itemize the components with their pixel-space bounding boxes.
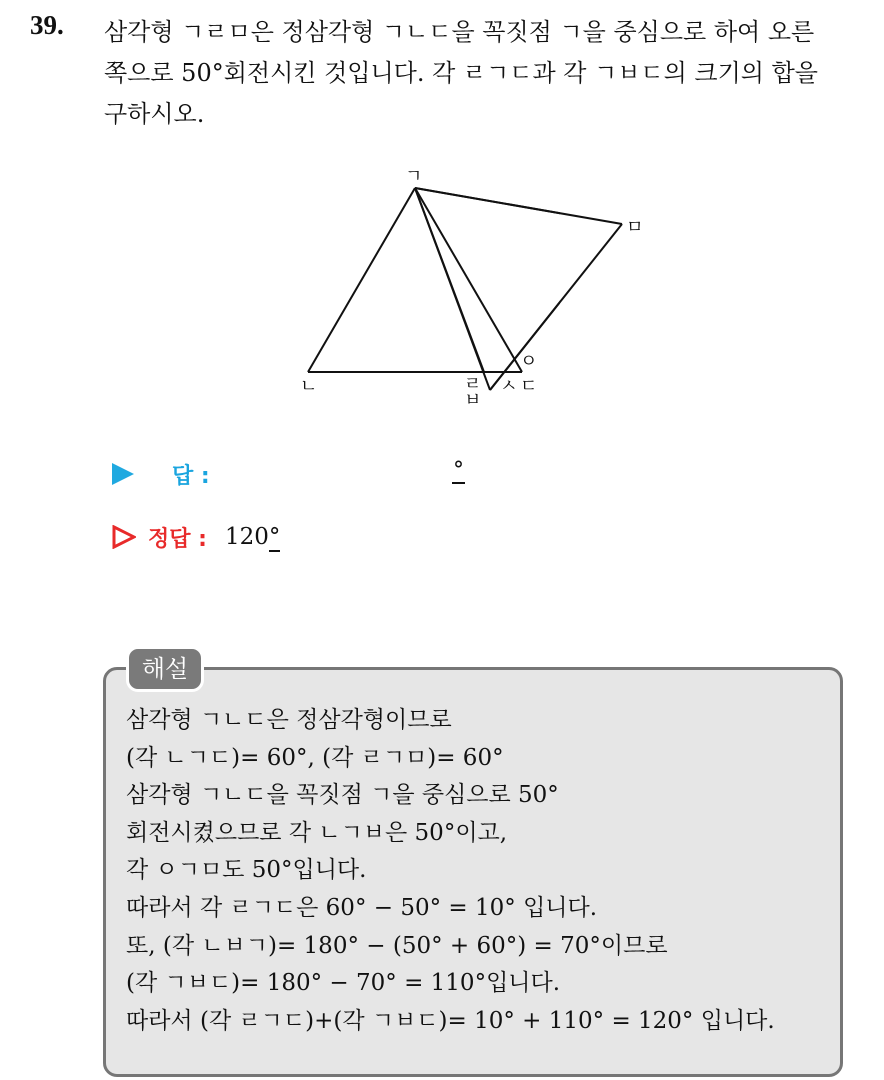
answer-label: 답 : bbox=[172, 463, 210, 489]
explanation-line: 따라서 각 ㄹㄱㄷ은 60° − 50° = 10° 입니다. bbox=[126, 894, 598, 921]
label-m: ㅁ bbox=[626, 217, 644, 238]
correct-unit: ° bbox=[268, 524, 281, 550]
explanation-line: (각 ㄴㄱㄷ)= 60°, (각 ㄹㄱㅁ)= 60° bbox=[126, 744, 504, 771]
question-number: 39. bbox=[30, 10, 64, 40]
question-line: 삼각형 ㄱㄹㅁ은 정삼각형 ㄱㄴㄷ을 꼭짓점 ㄱ을 중심으로 하여 오른 bbox=[104, 18, 815, 46]
explanation-line: 또, (각 ㄴㅂㄱ)= 180° − (50° + 60°) = 70°이므로 bbox=[126, 932, 668, 959]
question-line: 구하시오. bbox=[104, 100, 205, 128]
play-triangle-icon bbox=[112, 463, 134, 485]
outline-triangle-icon bbox=[112, 525, 136, 549]
explanation-title: 해설 bbox=[126, 646, 204, 692]
explanation-line: (각 ㄱㅂㄷ)= 180° − 70° = 110°입니다. bbox=[126, 970, 561, 997]
correct-value bbox=[225, 524, 280, 550]
label-b: ㅂ bbox=[464, 390, 482, 411]
label-n: ㄴ bbox=[300, 376, 318, 397]
edge-g-m-full bbox=[415, 188, 622, 224]
explanation-line: 삼각형 ㄱㄴㄷ은 정삼각형이므로 bbox=[126, 707, 452, 733]
explanation-line: 회전시켰으므로 각 ㄴㄱㅂ은 50°이고, bbox=[126, 819, 508, 846]
correct-label: 정답 : bbox=[148, 526, 207, 552]
explanation-line: 따라서 (각 ㄹㄱㄷ)+(각 ㄱㅂㄷ)= 10° + 110° = 120° 입니다. bbox=[126, 1007, 775, 1034]
figure-overlay-2 bbox=[480, 220, 630, 400]
label-g: ㄱ bbox=[405, 166, 423, 187]
edge-m-r-full bbox=[490, 224, 622, 390]
label-d: ㄷ bbox=[520, 376, 538, 397]
answer-input-unit[interactable]: ° bbox=[453, 458, 464, 483]
question-text bbox=[104, 12, 864, 135]
explanation-line: 각 ㅇㄱㅁ도 50°입니다. bbox=[126, 857, 367, 884]
question-line: 쪽으로 50°회전시킨 것입니다. 각 ㄹㄱㄷ과 각 ㄱㅂㄷ의 크기의 합을 bbox=[104, 59, 818, 87]
correct-number: 120 bbox=[224, 524, 269, 550]
label-o: ㅇ bbox=[520, 351, 538, 372]
explanation-line: 삼각형 ㄱㄴㄷ을 꼭짓점 ㄱ을 중심으로 50° bbox=[126, 782, 559, 809]
answer-row bbox=[112, 458, 210, 490]
explanation-text bbox=[126, 702, 775, 1040]
correct-answer-row bbox=[112, 520, 280, 554]
label-r: ㄹ bbox=[464, 374, 482, 395]
label-s: ㅅ bbox=[500, 376, 518, 397]
